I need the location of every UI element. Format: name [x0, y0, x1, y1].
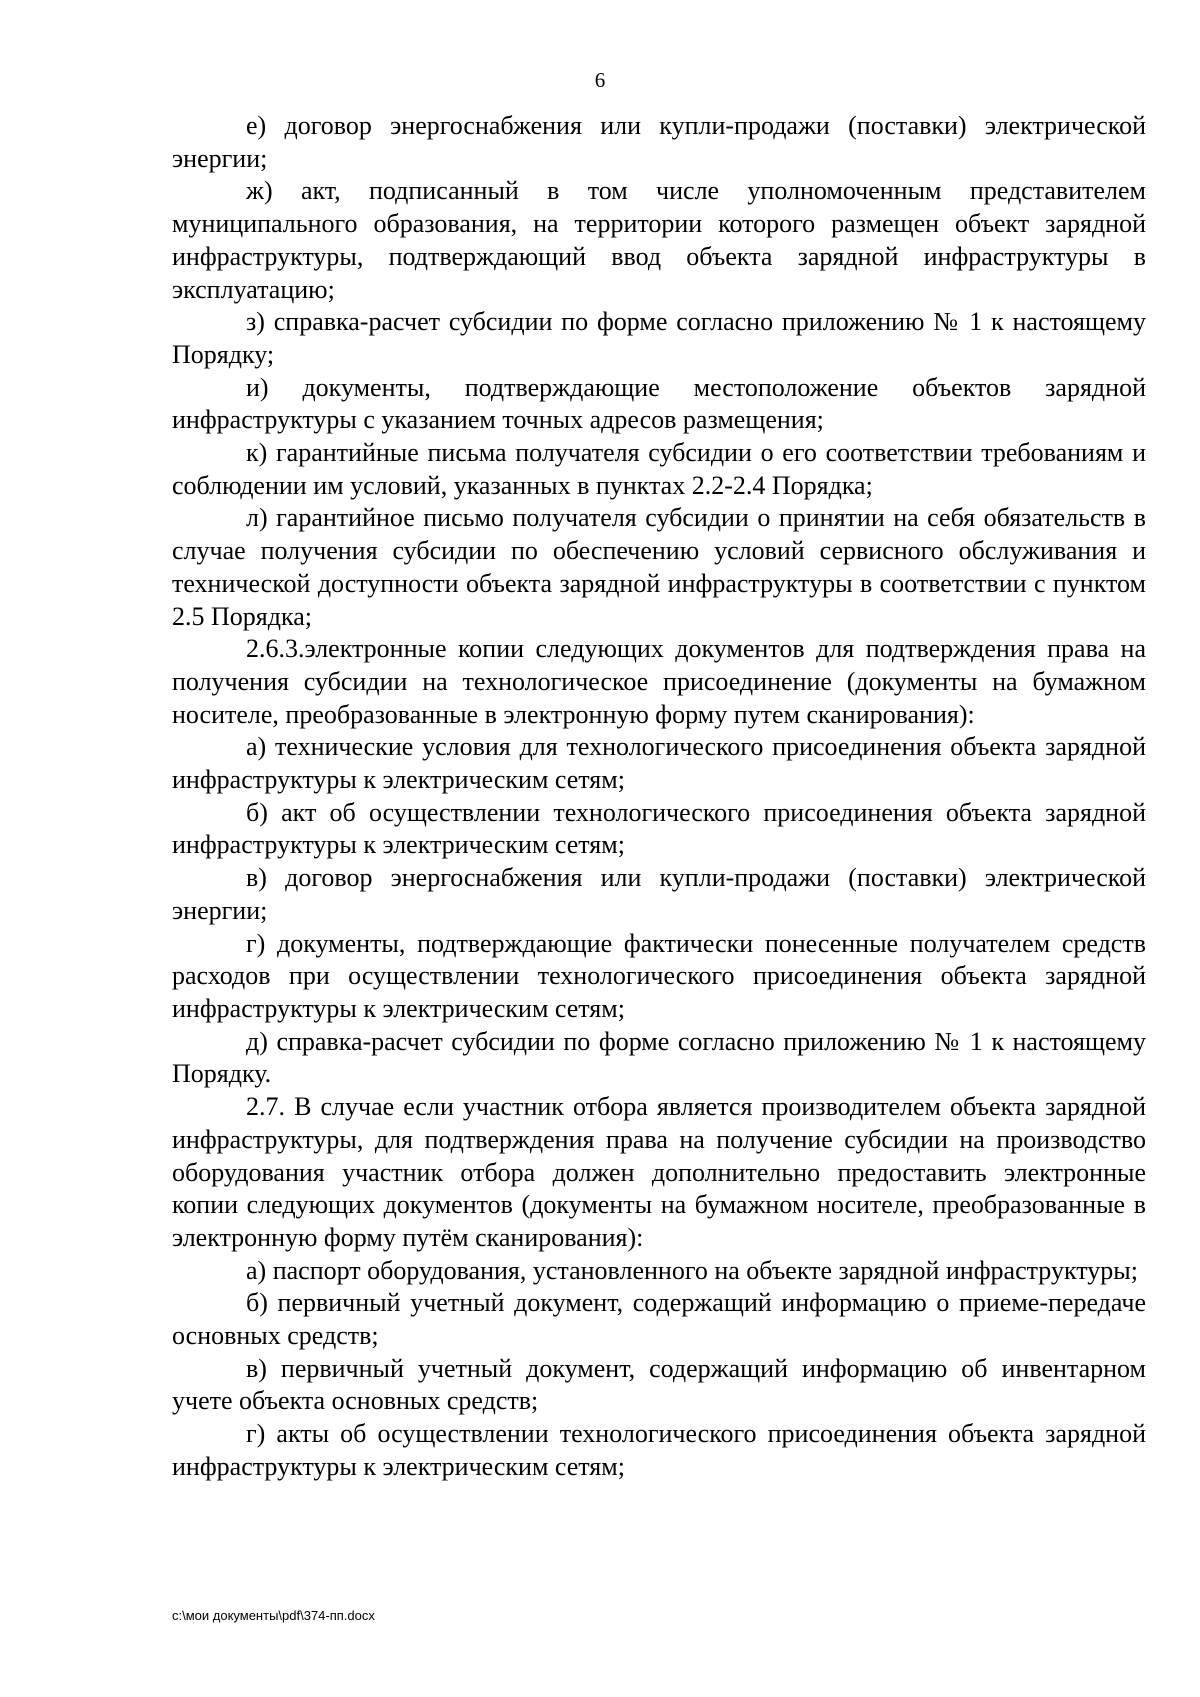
paragraph-b-connection-act: б) акт об осуществлении технологического присоединения объекта зарядной инфраструктуры к электрическим сетям; [172, 797, 1146, 860]
paragraph-g-connection-acts: г) акты об осуществлении технологического присоединения объекта зарядной инфраструктуры к электрическим сетям; [172, 1419, 1146, 1481]
paragraph-g-expense-documents: г) документы, подтверждающие фактически понесенные получателем средств расходов при осуществлении технологического присоединения объекта зарядной инфраструктуры к электрическим сетям; [172, 928, 1146, 1023]
paragraph-b-accounting-document-transfer: б) первичный учетный документ, содержащий информацию о приеме-передаче основных средств; [172, 1288, 1146, 1351]
paragraph-k-guarantee-letters: к) гарантийные письма получателя субсидии о его соответствии требованиям и соблюдении им условий, указанных в пунктах 2.2-2.4 Порядка; [172, 438, 1146, 500]
paragraph-v-energy-contract: в) договор энергоснабжения или купли-продажи (поставки) электрической энергии; [172, 863, 1146, 925]
paragraph-a-equipment-passport: а) паспорт оборудования, установленного на объекте зарядной инфраструктуры; [246, 1255, 1138, 1285]
paragraph-d-subsidy-calculation: д) справка-расчет субсидии по форме согласно приложению № 1 к настоящему Порядку. [172, 1026, 1146, 1089]
paragraph-v-accounting-document-inventory: в) первичный учетный документ, содержащий информацию об инвентарном учете объекта основных средств; [172, 1353, 1146, 1416]
page-number: 6 [594, 68, 606, 92]
footer-file-path: c:\мои документы\pdf\374-пп.docx [172, 1608, 375, 1623]
paragraph-a-technical-conditions: а) технические условия для технологического присоединения объекта зарядной инфраструктуры к электрическим сетям; [172, 732, 1146, 795]
paragraph-zh-commissioning-act: ж) акт, подписанный в том числе уполномоченным представителем муниципального образования, на территории которого размещен объект зарядной инфраструктуры, подтверждающий ввод объекта зарядной инфраструктуры в эксплуатацию; [172, 176, 1146, 304]
paragraph-i-location-documents: и) документы, подтверждающие местоположение объектов зарядной инфраструктуры с указанием точных адресов размещения; [172, 372, 1146, 435]
paragraph-2-6-3-electronic-copies: 2.6.3.электронные копии следующих документов для подтверждения права на получения субсидии на технологическое присоединение (документы на бумажном носителе, преобразованные в электронную форму путем сканирования): [172, 634, 1146, 729]
document-body [172, 110, 1146, 1484]
paragraph-z-subsidy-calculation: з) справка-расчет субсидии по форме согласно приложению № 1 к настоящему Порядку; [172, 307, 1146, 369]
paragraph-2-7-manufacturer: 2.7. В случае если участник отбора является производителем объекта зарядной инфраструктуры, для подтверждения права на получение субсидии на производство оборудования участник отбора должен дополнительно предоставить электронные копии следующих документов (документы на бумажном носителе, преобразованные в электронную форму путём сканирования): [172, 1092, 1146, 1252]
paragraph-l-guarantee-letter-service: л) гарантийное письмо получателя субсидии о принятии на себя обязательств в случае получения субсидии по обеспечению условий сервисного обслуживания и технической доступности объекта зарядной инфраструктуры в соответствии с пунктом 2.5 Порядка; [172, 503, 1146, 631]
paragraph-e-energy-contract: е) договор энергоснабжения или купли-продажи (поставки) электрической энергии; [172, 111, 1146, 173]
